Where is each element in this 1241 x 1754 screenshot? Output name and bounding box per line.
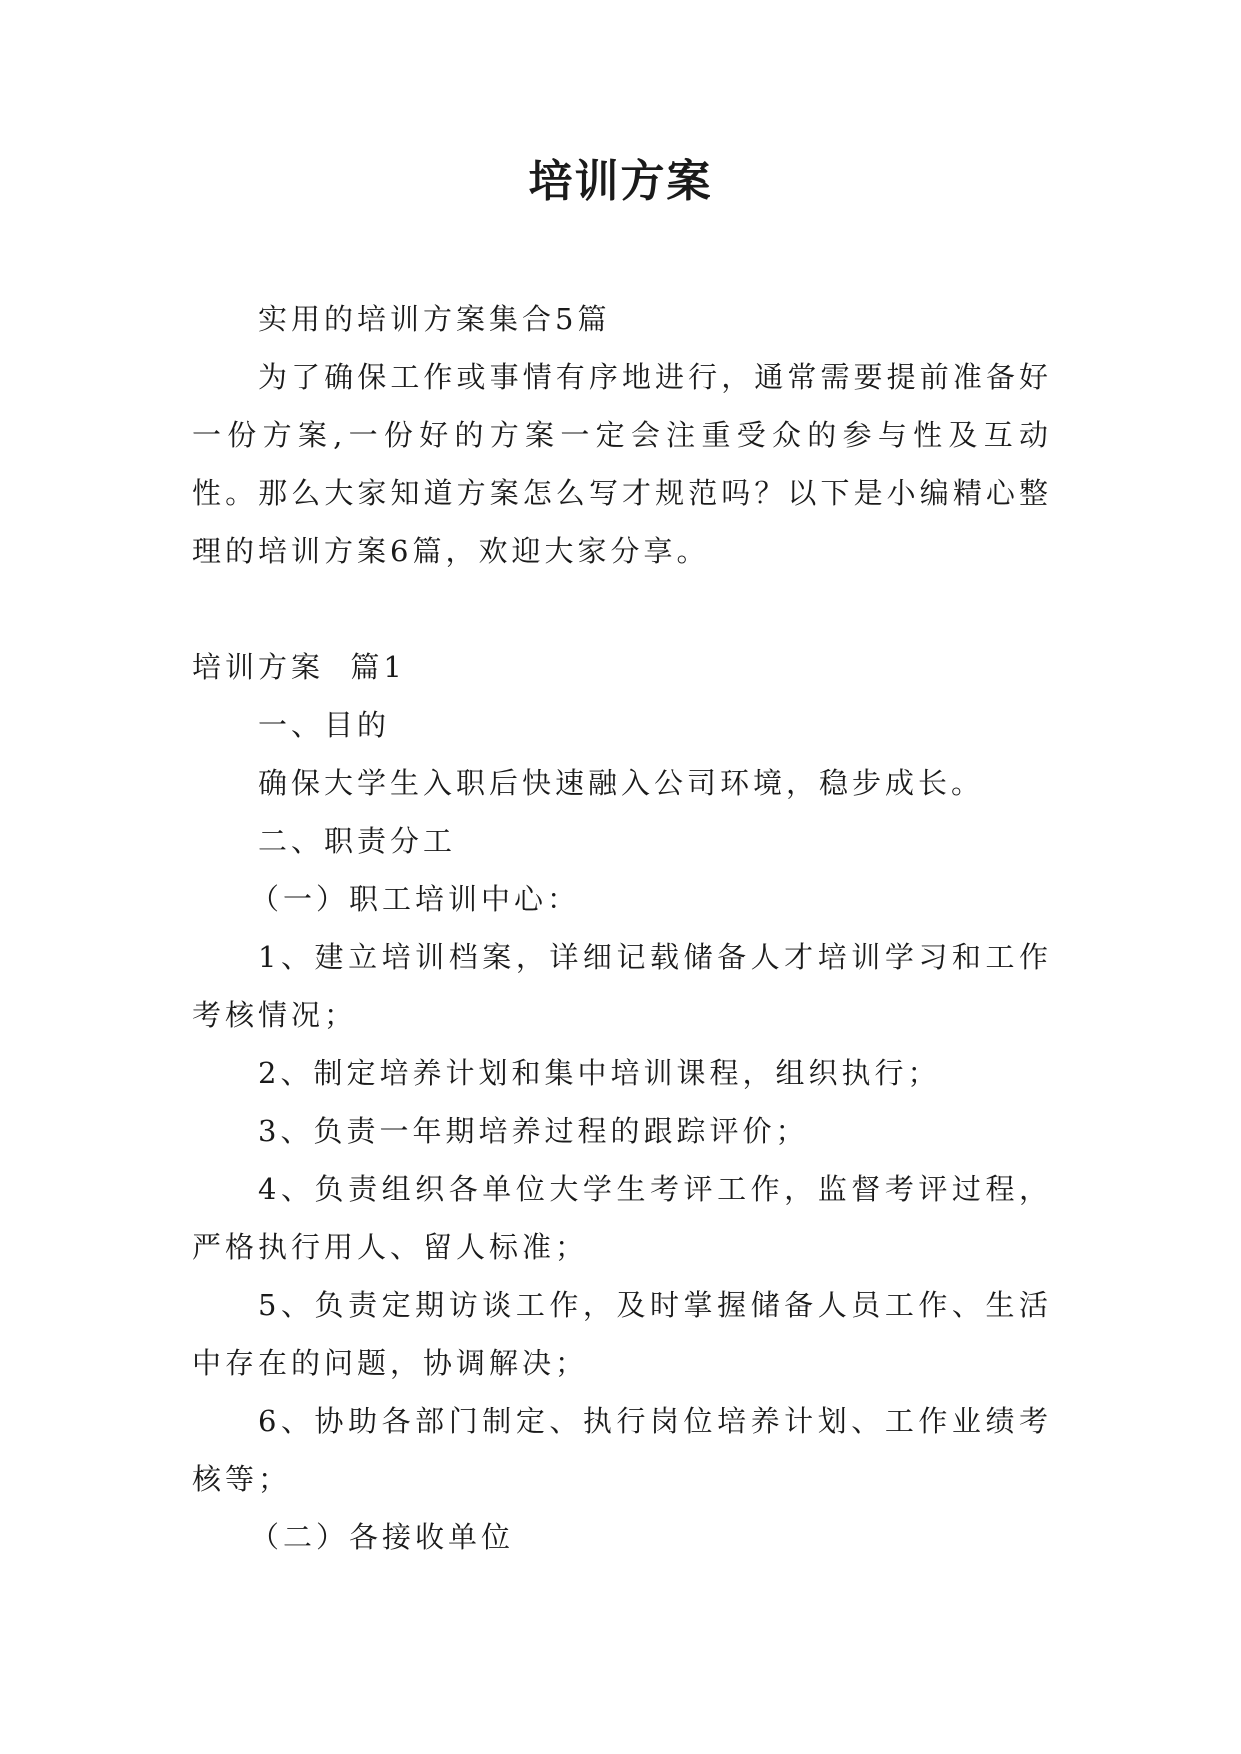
subheading-receiving-units: （二）各接收单位	[250, 1520, 515, 1554]
intro-paragraph: 为了确保工作或事情有序地进行，通常需要提前准备好一份方案,一份好的方案一定会注重受众的参与性及互动性。那么大家知道方案怎么写才规范吗？以下是小编精心整理的培训方案6篇，欢迎大家分享。	[192, 360, 1052, 568]
document-body	[192, 290, 1052, 1566]
section-title: 培训方案 篇1	[192, 650, 406, 684]
list-item: 4、负责组织各单位大学生考评工作，监督考评过程，严格执行用人、留人标准；	[192, 1172, 1052, 1264]
purpose-text: 确保大学生入职后快速融入公司环境，稳步成长。	[258, 766, 985, 800]
heading-purpose: 一、目的	[258, 708, 391, 742]
list-item: 6、协助各部门制定、执行岗位培养计划、工作业绩考核等；	[192, 1404, 1052, 1496]
subheading-training-center: （一）职工培训中心：	[250, 882, 581, 916]
heading-responsibilities: 二、职责分工	[258, 824, 457, 858]
list-item: 3、负责一年期培养过程的跟踪评价；	[258, 1114, 809, 1148]
list-item: 2、制定培养计划和集中培训课程，组织执行；	[258, 1056, 941, 1090]
list-item: 5、负责定期访谈工作，及时掌握储备人员工作、生活中存在的问题，协调解决；	[192, 1288, 1052, 1380]
document-title: 培训方案	[528, 156, 713, 207]
spacer	[192, 580, 1052, 638]
list-item: 1、建立培训档案，详细记载储备人才培训学习和工作考核情况；	[192, 940, 1052, 1032]
intro-heading: 实用的培训方案集合5篇	[258, 302, 611, 336]
